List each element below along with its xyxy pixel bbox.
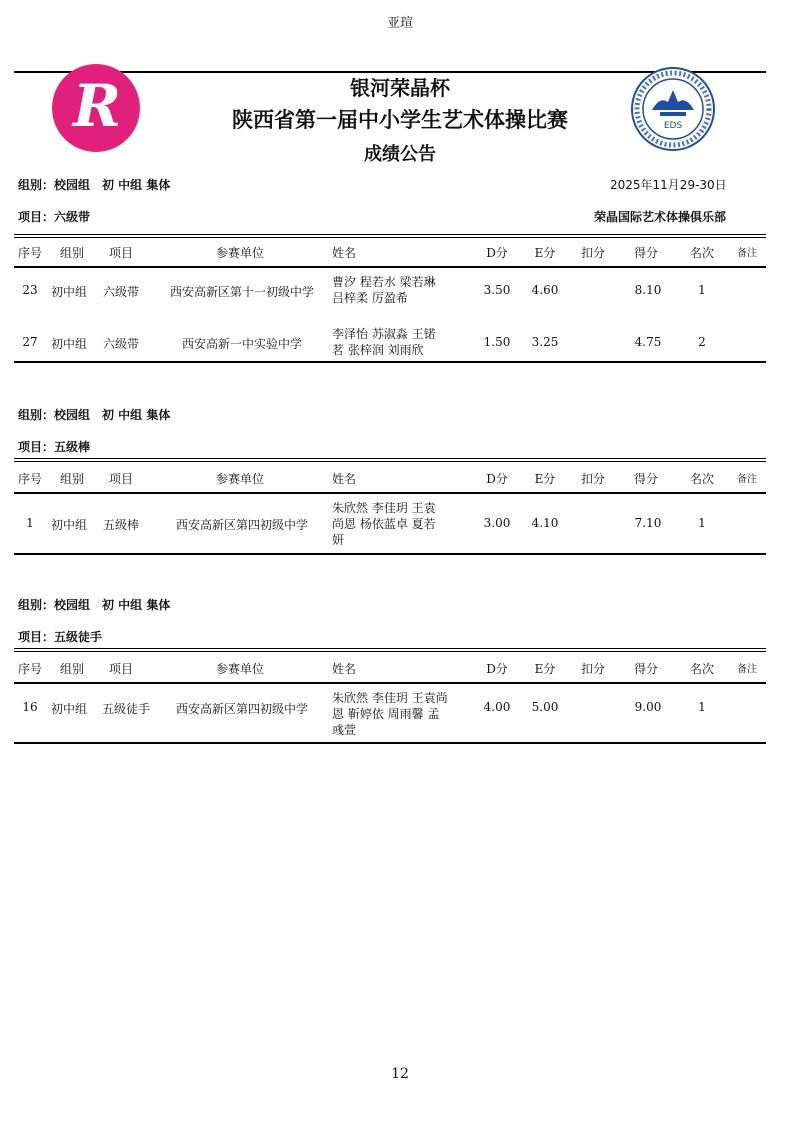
table-top-rule — [14, 648, 766, 652]
row-d-score: 3.50 — [483, 283, 511, 297]
col-header-rank: 名次 — [689, 246, 714, 260]
table-bottom-rule — [14, 361, 766, 363]
name-line: 尚恩 杨依蓝卓 夏若 — [332, 517, 436, 531]
col-header-group: 组别 — [59, 472, 84, 486]
header-bottom-rule — [14, 492, 766, 494]
col-header-note: 备注 — [737, 664, 757, 675]
table-top-rule — [14, 458, 766, 462]
col-header-d: D分 — [486, 662, 508, 676]
table-row — [14, 498, 766, 550]
name-line: 朱欣然 李佳玥 王袁尚 — [332, 691, 448, 705]
row-event: 六级带 — [102, 285, 139, 299]
table-row — [14, 272, 766, 314]
col-header-group: 组别 — [59, 246, 84, 260]
row-names — [332, 500, 472, 548]
col-header-d: D分 — [486, 472, 508, 486]
col-header-deduct: 扣分 — [580, 472, 605, 486]
name-line: 吕梓柔 厉盈希 — [332, 291, 408, 305]
row-rank: 1 — [698, 283, 706, 297]
competition-title: 陕西省第一届中小学生艺术体操比赛 — [232, 108, 568, 132]
col-header-rank: 名次 — [689, 662, 714, 676]
header-bottom-rule — [14, 682, 766, 684]
name-line: 恩 靳婷依 周雨馨 孟 — [332, 707, 440, 721]
row-total-score: 9.00 — [634, 700, 662, 714]
col-header-group: 组别 — [59, 662, 84, 676]
row-no: 1 — [26, 516, 34, 530]
group-line: 组别：校园组 初 中组 集体 — [18, 408, 171, 422]
row-unit: 西安高新区第四初级中学 — [175, 518, 308, 532]
row-names — [332, 326, 472, 358]
table-row — [14, 688, 766, 740]
col-header-note: 备注 — [737, 248, 757, 259]
row-unit: 西安高新区第十一初级中学 — [169, 285, 314, 299]
col-header-e: E分 — [534, 472, 556, 486]
table-bottom-rule — [14, 742, 766, 744]
col-header-deduct: 扣分 — [580, 662, 605, 676]
name-line: 妍 — [332, 533, 345, 547]
event-line: 项目：五级棒 — [18, 440, 91, 454]
row-total-score: 8.10 — [634, 283, 662, 297]
row-e-score: 4.10 — [531, 516, 559, 530]
row-total-score: 7.10 — [634, 516, 662, 530]
row-group: 初中组 — [50, 518, 87, 532]
row-no: 16 — [22, 700, 38, 714]
name-line: 茗 张梓润 刘雨欣 — [332, 343, 424, 357]
row-group: 初中组 — [50, 702, 87, 716]
row-unit: 西安高新一中实验中学 — [181, 337, 302, 351]
col-header-deduct: 扣分 — [580, 246, 605, 260]
row-no: 27 — [22, 335, 38, 349]
col-header-unit: 参赛单位 — [215, 472, 264, 486]
col-header-score: 得分 — [633, 472, 658, 486]
col-header-no: 序号 — [17, 472, 42, 486]
col-header-note: 备注 — [737, 474, 757, 485]
col-header-event: 项目 — [108, 662, 133, 676]
event-line: 项目：五级徒手 — [18, 630, 103, 644]
row-d-score: 4.00 — [483, 700, 511, 714]
group-line: 组别：校园组 初 中组 集体 — [18, 598, 171, 612]
event-line: 项目：六级带 — [18, 210, 91, 224]
row-event: 六级带 — [102, 337, 139, 351]
col-header-unit: 参赛单位 — [215, 246, 264, 260]
row-event: 五级徒手 — [101, 702, 150, 716]
name-line: 彧萱 — [332, 723, 357, 737]
table-top-rule — [14, 234, 766, 238]
name-line: 李泽怡 苏淑淼 王锘 — [332, 327, 436, 341]
col-header-score: 得分 — [633, 662, 658, 676]
name-line: 曹汐 程若水 梁若琳 — [332, 275, 436, 289]
group-line: 组别：校园组 初 中组 集体 — [18, 178, 171, 192]
row-no: 23 — [22, 283, 38, 297]
row-group: 初中组 — [50, 337, 87, 351]
row-group: 初中组 — [50, 285, 87, 299]
col-header-unit: 参赛单位 — [215, 662, 264, 676]
competition-date: 2025年11月29-30日 — [610, 178, 727, 192]
results-announcement-title: 成绩公告 — [364, 144, 436, 165]
organizer: 荣晶国际艺术体操俱乐部 — [594, 210, 727, 224]
col-header-names: 姓名 — [332, 662, 357, 676]
row-names — [332, 690, 472, 738]
header-bottom-rule — [14, 266, 766, 268]
logo-letter: R — [72, 72, 122, 140]
row-d-score: 1.50 — [483, 335, 511, 349]
col-header-event: 项目 — [108, 246, 133, 260]
col-header-names: 姓名 — [332, 246, 357, 260]
row-event: 五级棒 — [102, 518, 139, 532]
row-unit: 西安高新区第四初级中学 — [175, 702, 308, 716]
row-d-score: 3.00 — [483, 516, 511, 530]
col-header-names: 姓名 — [332, 472, 357, 486]
row-e-score: 3.25 — [531, 335, 559, 349]
col-header-e: E分 — [534, 662, 556, 676]
competition-cup-title: 银河荣晶杯 — [350, 76, 450, 100]
top-note: 亚瑄 — [386, 16, 413, 31]
row-rank: 2 — [698, 335, 706, 349]
col-header-score: 得分 — [633, 246, 658, 260]
row-rank: 1 — [698, 700, 706, 714]
col-header-rank: 名次 — [689, 472, 714, 486]
name-line: 朱欣然 李佳玥 王袁 — [332, 501, 436, 515]
row-rank: 1 — [698, 516, 706, 530]
table-row — [14, 324, 766, 366]
seal-text: EDS — [663, 121, 683, 131]
col-header-event: 项目 — [108, 472, 133, 486]
page-number: 12 — [391, 1066, 409, 1082]
row-total-score: 4.75 — [634, 335, 662, 349]
row-e-score: 4.60 — [531, 283, 559, 297]
col-header-no: 序号 — [17, 662, 42, 676]
row-e-score: 5.00 — [531, 700, 559, 714]
col-header-d: D分 — [486, 246, 508, 260]
col-header-no: 序号 — [17, 246, 42, 260]
row-names — [332, 274, 472, 306]
table-bottom-rule — [14, 553, 766, 555]
col-header-e: E分 — [534, 246, 556, 260]
